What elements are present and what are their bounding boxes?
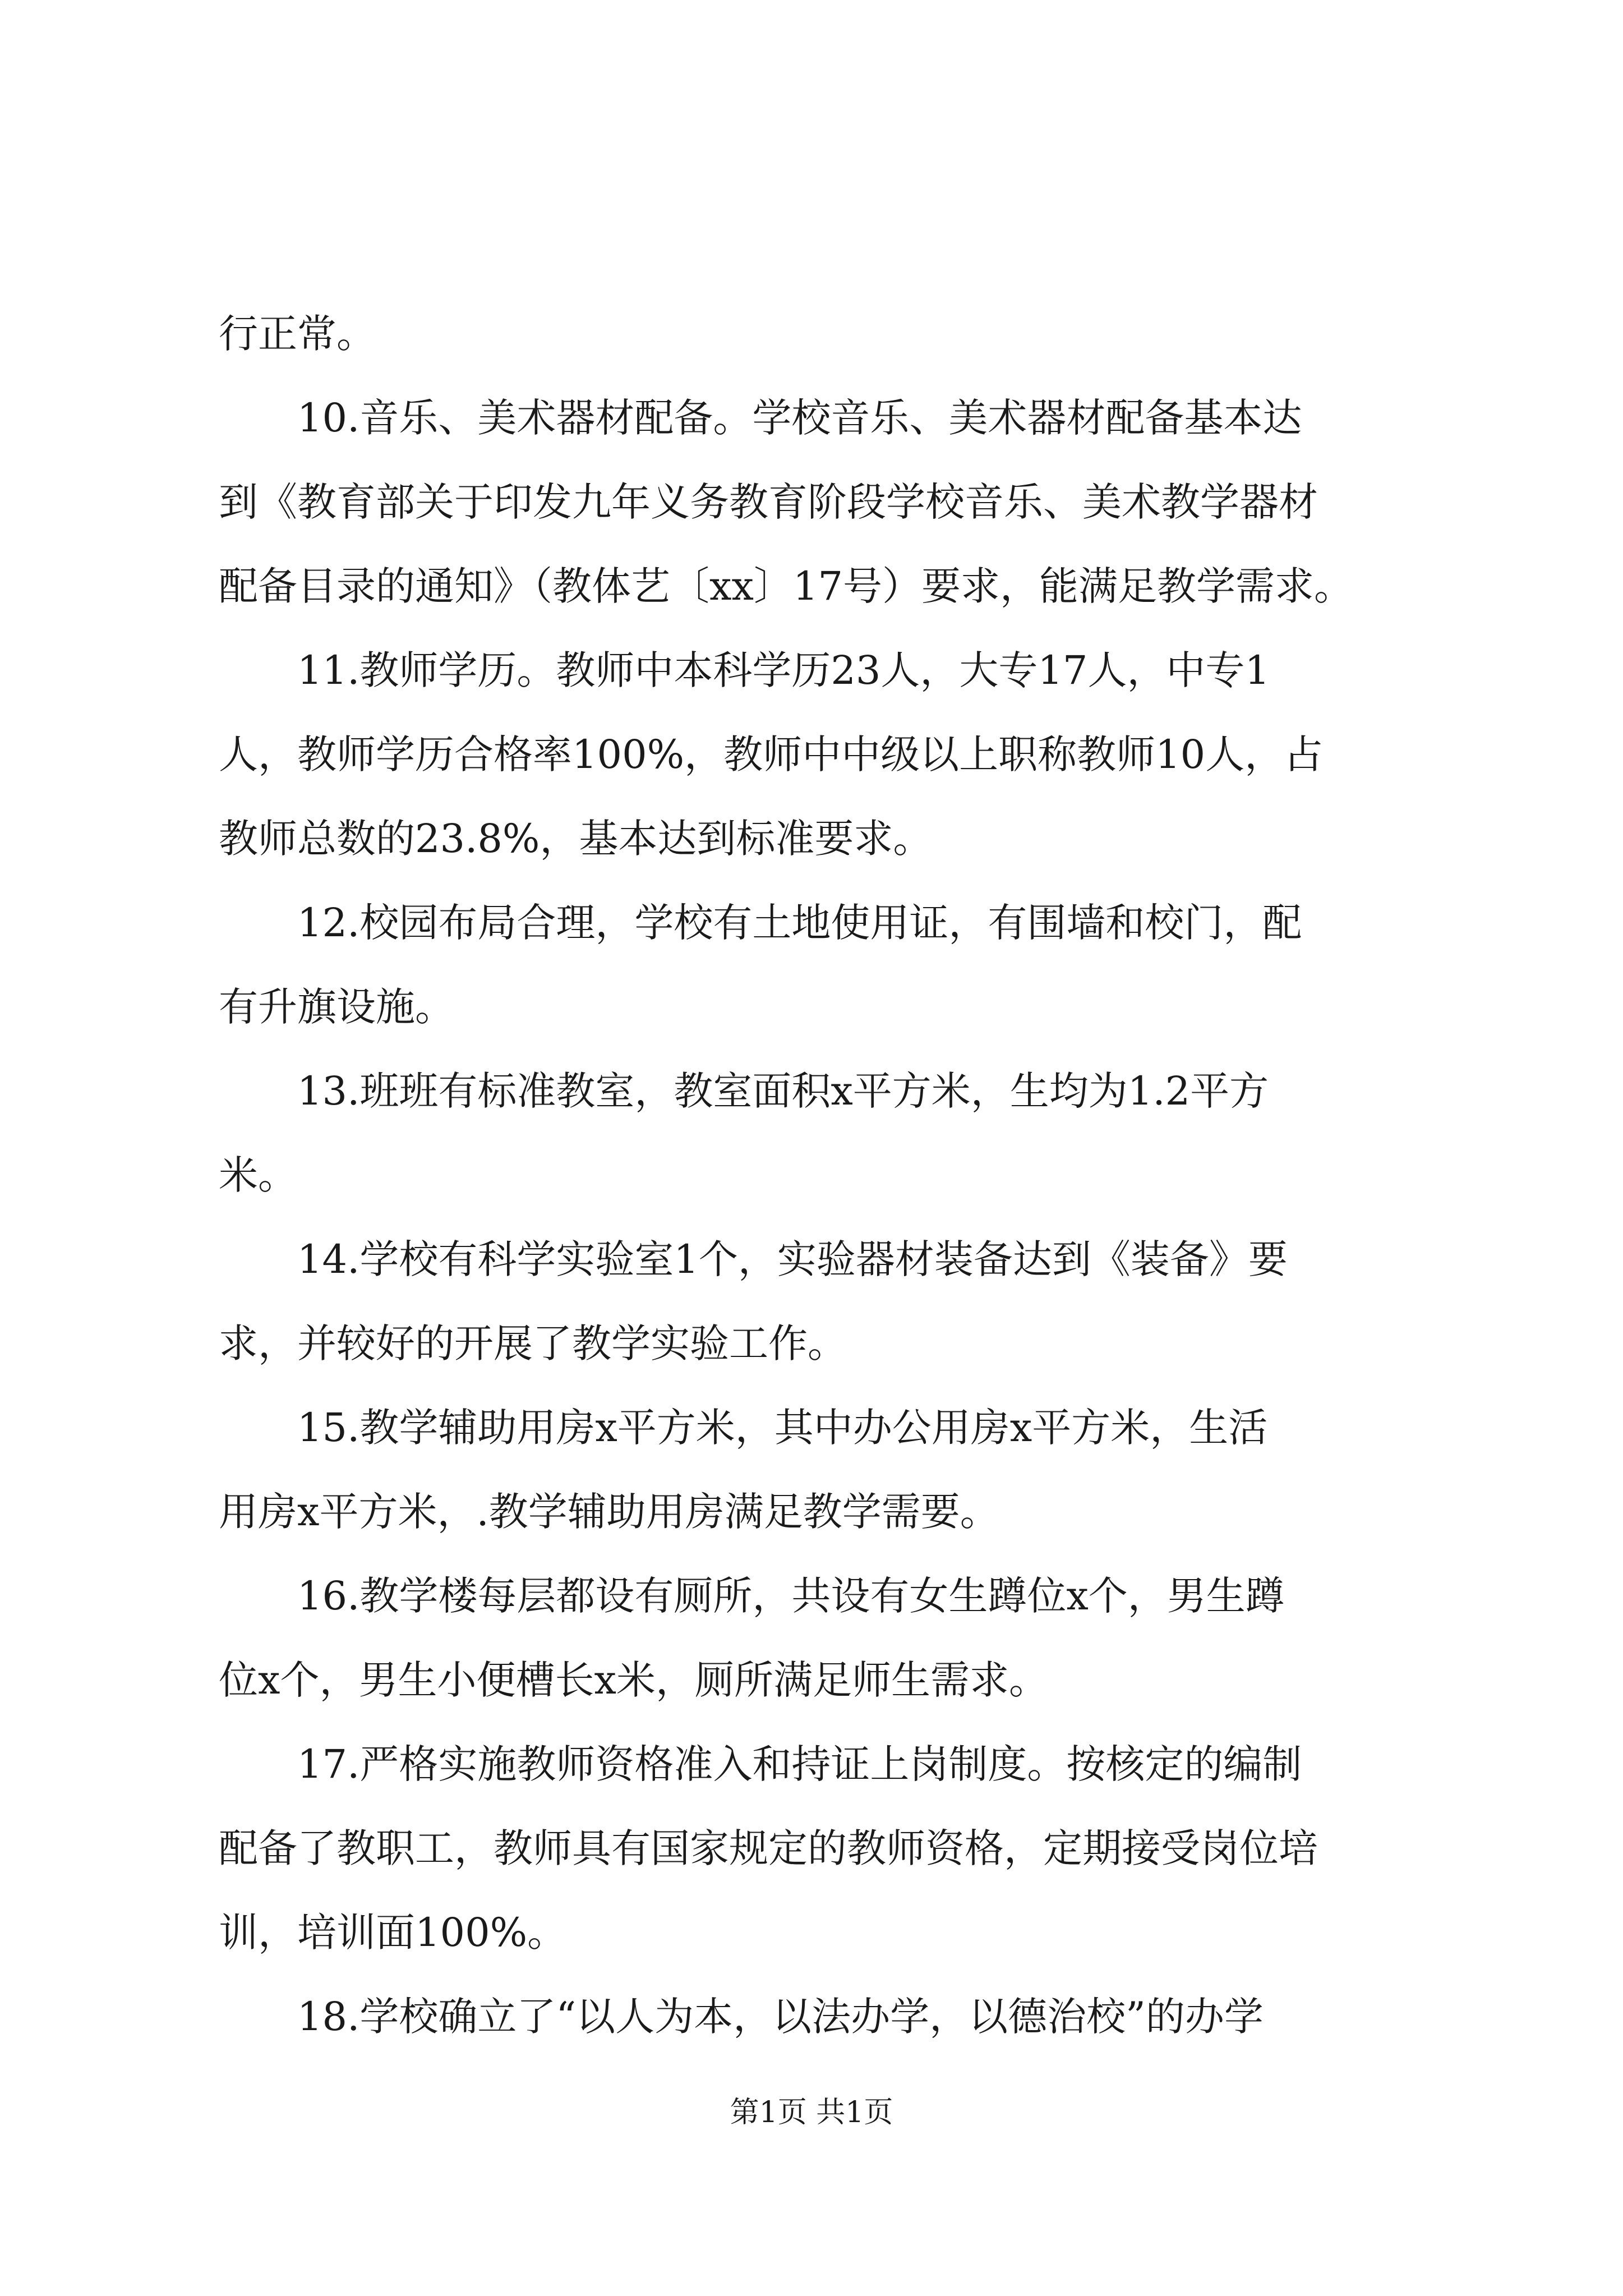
text-line: 17.严格实施教师资格准入和持证上岗制度。按核定的编制 [297,1741,1302,1787]
text-line: 到《教育部关于印发九年义务教育阶段学校音乐、美术教学器材 [219,479,1318,525]
text-line: 求，并较好的开展了教学实验工作。 [219,1320,847,1366]
text-line: 12.校园布局合理，学校有土地使用证，有围墙和校门，配 [297,900,1302,946]
text-line: 训，培训面100%。 [219,1910,567,1955]
text-line: 位x个，男生小便槽长x米，厕所满足师生需求。 [219,1657,1048,1703]
text-line: 米。 [219,1152,297,1198]
text-line: 11.教师学历。教师中本科学历23人，大专17人，中专1 [297,647,1270,693]
text-line: 13.班班有标准教室，教室面积x平方米，生均为1.2平方 [297,1068,1269,1114]
text-line: 教师总数的23.8%，基本达到标准要求。 [219,816,933,862]
text-line: 配备目录的通知》（教体艺〔xx〕17号）要求，能满足教学需求。 [219,563,1354,609]
page-number-footer: 第1页 共1页 [730,2096,893,2129]
text-line: 10.音乐、美术器材配备。学校音乐、美术器材配备基本达 [297,395,1302,441]
text-line: 15.教学辅助用房x平方米，其中办公用房x平方米，生活 [297,1405,1268,1451]
text-line: 14.学校有科学实验室1个，实验器材装备达到《装备》要 [297,1236,1288,1282]
text-line: 16.教学楼每层都设有厕所，共设有女生蹲位x个，男生蹲 [297,1573,1285,1619]
text-line: 行正常。 [219,311,376,357]
text-line: 18.学校确立了“以人为本，以法办学，以德治校”的办学 [297,1994,1264,2040]
text-line: 用房x平方米，.教学辅助用房满足教学需要。 [219,1489,999,1535]
text-line: 人，教师学历合格率100%，教师中中级以上职称教师10人，占 [219,731,1324,777]
text-line: 有升旗设施。 [219,984,454,1030]
text-line: 配备了教职工，教师具有国家规定的教师资格，定期接受岗位培 [219,1825,1318,1871]
